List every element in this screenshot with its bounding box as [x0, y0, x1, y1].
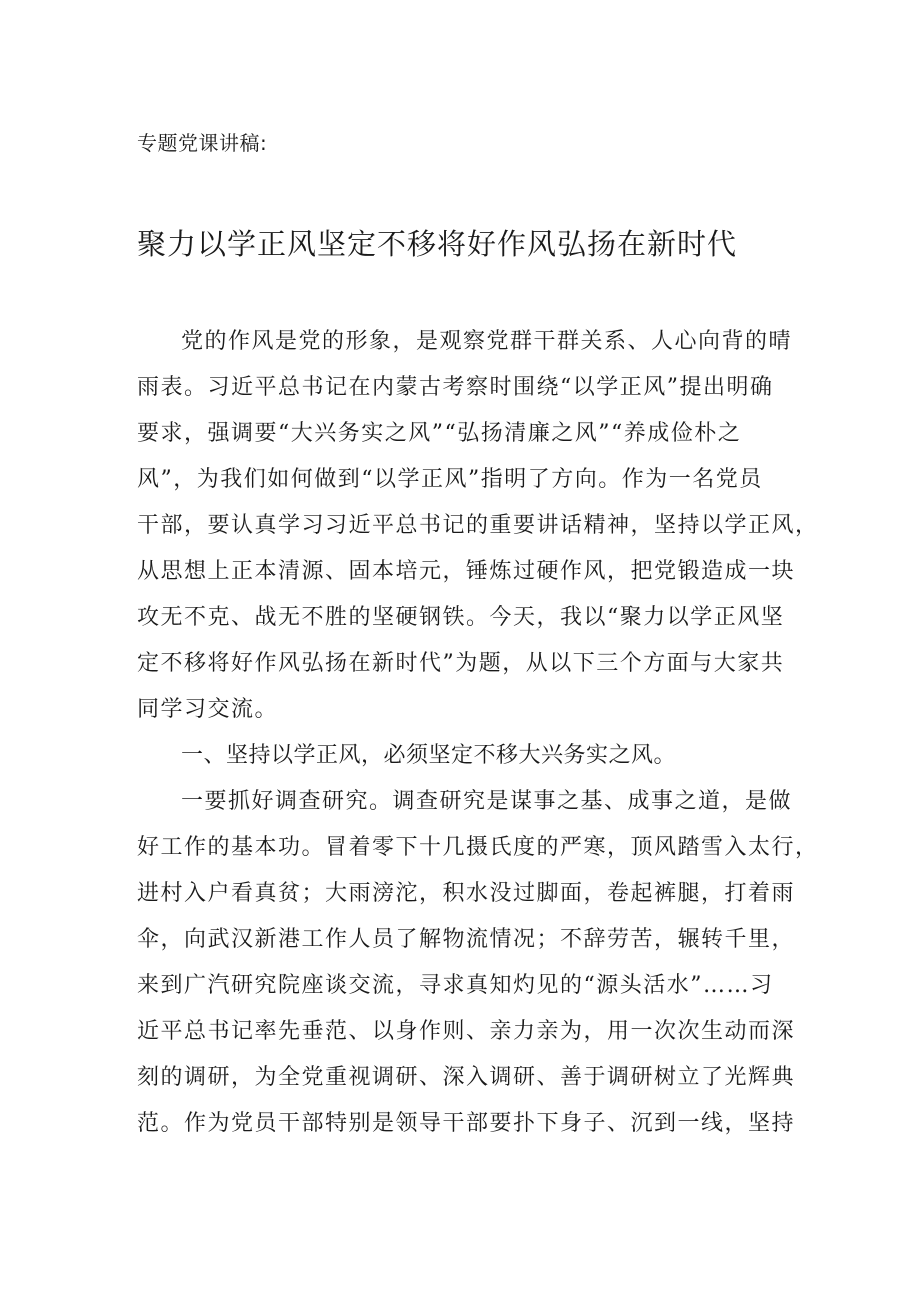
body-line: 要求，强调要“大兴务实之风”“弘扬清廉之风”“养成俭朴之: [137, 421, 742, 446]
body-line: 刻的调研，为全党重视调研、深入调研、善于调研树立了光辉典: [137, 1065, 796, 1090]
body-line: 进村入户看真贫；大雨滂沱，积水没过脚面，卷起裤腿，打着雨: [137, 881, 796, 906]
body-line: 伞，向武汉新港工作人员了解物流情况；不辞劳苦，辗转千里，: [137, 927, 796, 952]
body-line: 同学习交流。: [137, 697, 279, 722]
document-body: [137, 319, 819, 1147]
body-line: 好工作的基本功。冒着零下十几摄氏度的严寒，顶风踏雪入太行，: [137, 835, 819, 860]
body-line: 范。作为党员干部特别是领导干部要扑下身子、沉到一线，坚持: [137, 1111, 796, 1136]
body-line: 攻无不克、战无不胜的坚硬钢铁。今天，我以“聚力以学正风坚: [137, 605, 785, 630]
body-line: 雨表。习近平总书记在内蒙古考察时围绕“以学正风”提出明确: [137, 375, 774, 400]
body-line: 干部，要认真学习习近平总书记的重要讲话精神，坚持以学正风，: [137, 513, 819, 538]
body-line: 从思想上正本清源、固本培元，锤炼过硬作风，把党锻造成一块: [137, 559, 796, 584]
body-line: 定不移将好作风弘扬在新时代”为题，从以下三个方面与大家共: [137, 651, 785, 676]
body-line: 风”，为我们如何做到“以学正风”指明了方向。作为一名党员: [137, 467, 763, 492]
body-line: 一要抓好调查研究。调查研究是谋事之基、成事之道，是做: [181, 789, 793, 814]
section-heading: 一、坚持以学正风，必须坚定不移大兴务实之风。: [181, 743, 677, 768]
document-label: 专题党课讲稿:: [137, 131, 268, 155]
document-title: 聚力以学正风坚定不移将好作风弘扬在新时代: [137, 227, 738, 261]
body-line: 来到广汽研究院座谈交流，寻求真知灼见的“源头活水”……习: [137, 973, 774, 998]
body-line: 党的作风是党的形象，是观察党群干群关系、人心向背的晴: [181, 329, 793, 354]
body-line: 近平总书记率先垂范、以身作则、亲力亲为，用一次次生动而深: [137, 1019, 796, 1044]
